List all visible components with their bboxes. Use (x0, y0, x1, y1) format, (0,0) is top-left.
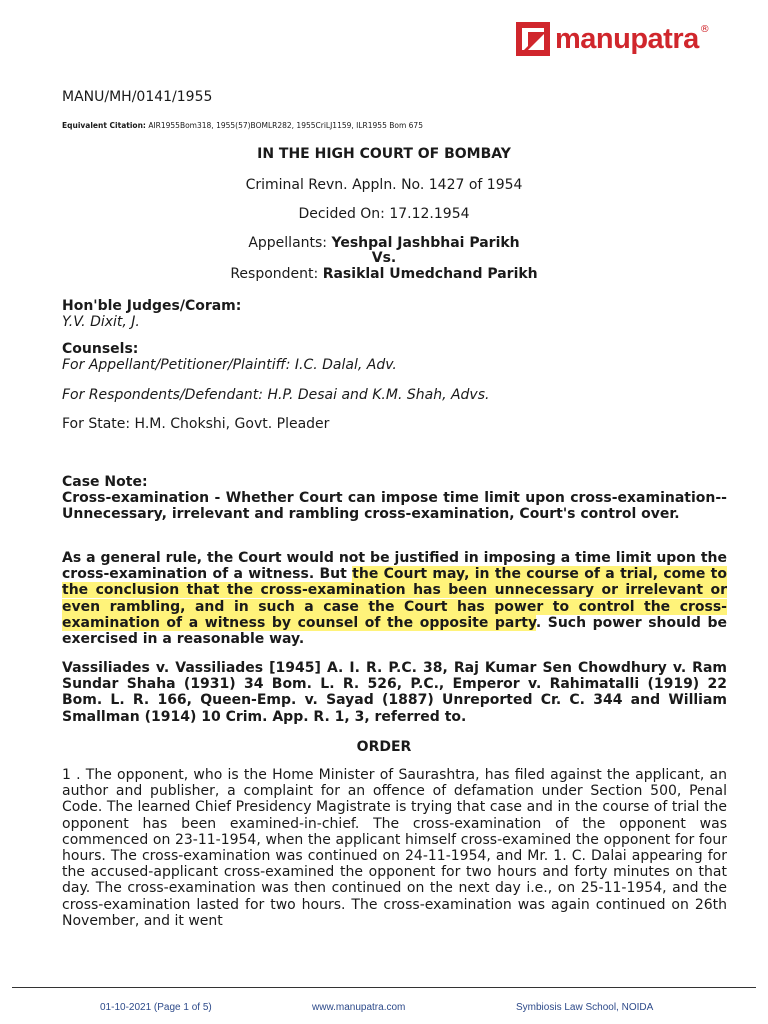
respondent-name: Rasiklal Umedchand Parikh (322, 266, 538, 282)
manu-citation: MANU/MH/0141/1955 (62, 89, 213, 105)
manupatra-wordmark: manupatra (555, 22, 699, 55)
versus: Vs. (371, 250, 397, 266)
case-note-heading: Case Note: (62, 474, 148, 490)
case-note (62, 474, 727, 523)
appellants-name: Yeshpal Jashbhai Parikh (331, 235, 520, 251)
highlighted-text: the Court may, in the course of a trial, come to the conclusion that the cross-examination has been unnecessary or irrelevant or even rambling, and in such a case the Court has power to control the cross-examination of a witness by counsel of the opposite party (62, 566, 727, 631)
footer-divider (12, 987, 756, 988)
respondent-line (0, 266, 768, 282)
equivalent-citation (62, 121, 423, 130)
decided-on: Decided On: 17.12.1954 (298, 206, 470, 222)
court-name: IN THE HIGH COURT OF BOMBAY (257, 146, 511, 162)
case-note-rule (62, 550, 727, 647)
judges-section (62, 298, 241, 330)
rule-text-start: As a general rule, the Court would not be justified in imposing a time limit upon the cross-examination of a witness. But (62, 550, 727, 583)
order-paragraph-1: 1 . The opponent, who is the Home Minister of Saurashtra, has filed against the applicant, an author and publisher, a complaint for an offence of defamation under Section 500, Penal Code. The learned Chief Presidency Magistrate is trying that case and in the course of trial the opponent has been examined-in-chief. The cross-examination of the opponent was commenced on 23-11-1954, when the applicant himself cross-examined the opponent for four hours. The cross-examination was continued on 24-11-1954, and Mr. 1. C. Dalai appearing for the accused-applicant cross-examined the opponent for two hours and forty minutes on that day. The cross-examination was then continued on the next day i.e., on 25-11-1954, and the cross-examination lasted for two hours. The cross-examination was again continued on 26th November, and it went (62, 767, 727, 929)
case-note-summary: Cross-examination - Whether Court can impose time limit upon cross-examination--Unnecessary, irrelevant and rambling cross-examination, Court's control over. (62, 490, 727, 523)
rule-text-end: . Such power should be exercised in a reasonable way. (62, 614, 727, 648)
cases-referred: Vassiliades v. Vassiliades [1945] A. I. R. P.C. 38, Raj Kumar Sen Chowdhury v. Ram Sundar Shaha (1931) 34 Bom. L. R. 526, P.C., Emperor v. Rahimatalli (1919) 22 Bom. L. R. 166, Queen-Emp. v. Sayad (1887) Unreported Cr. C. 344 and William Smallman (1914) 10 Crim. App. R. 1, 3, referred to. (62, 660, 727, 725)
respondent-counsel: For Respondents/Defendant: H.P. Desai and K.M. Shah, Advs. (62, 387, 490, 403)
order-heading: ORDER (356, 739, 412, 755)
footer-date-page: 01-10-2021 (Page 1 of 5) (100, 1002, 212, 1013)
judge-name: Y.V. Dixit, J. (62, 314, 140, 330)
counsels-section (62, 341, 397, 373)
equivalent-citation-label: Equivalent Citation: (62, 121, 146, 130)
appellants-label: Appellants: (248, 235, 328, 251)
respondent-label: Respondent: (230, 266, 319, 282)
case-number: Criminal Revn. Appln. No. 1427 of 1954 (245, 177, 523, 193)
appellants-line (0, 235, 768, 251)
footer-institution: Symbiosis Law School, NOIDA (516, 1002, 654, 1013)
registered-mark: ® (699, 23, 710, 35)
manupatra-logo-icon (516, 22, 550, 56)
equivalent-citation-value: AIR1955Bom318, 1955(57)BOMLR282, 1955CriLJ1159, ILR1955 Bom 675 (148, 121, 423, 130)
appellant-counsel: For Appellant/Petitioner/Plaintiff: I.C. Dalal, Adv. (62, 357, 397, 373)
footer-site-link[interactable]: www.manupatra.com (312, 1002, 406, 1013)
manupatra-logo (516, 22, 710, 56)
state-counsel: For State: H.M. Chokshi, Govt. Pleader (62, 416, 330, 432)
judges-heading: Hon'ble Judges/Coram: (62, 298, 242, 314)
counsels-heading: Counsels: (62, 341, 139, 357)
